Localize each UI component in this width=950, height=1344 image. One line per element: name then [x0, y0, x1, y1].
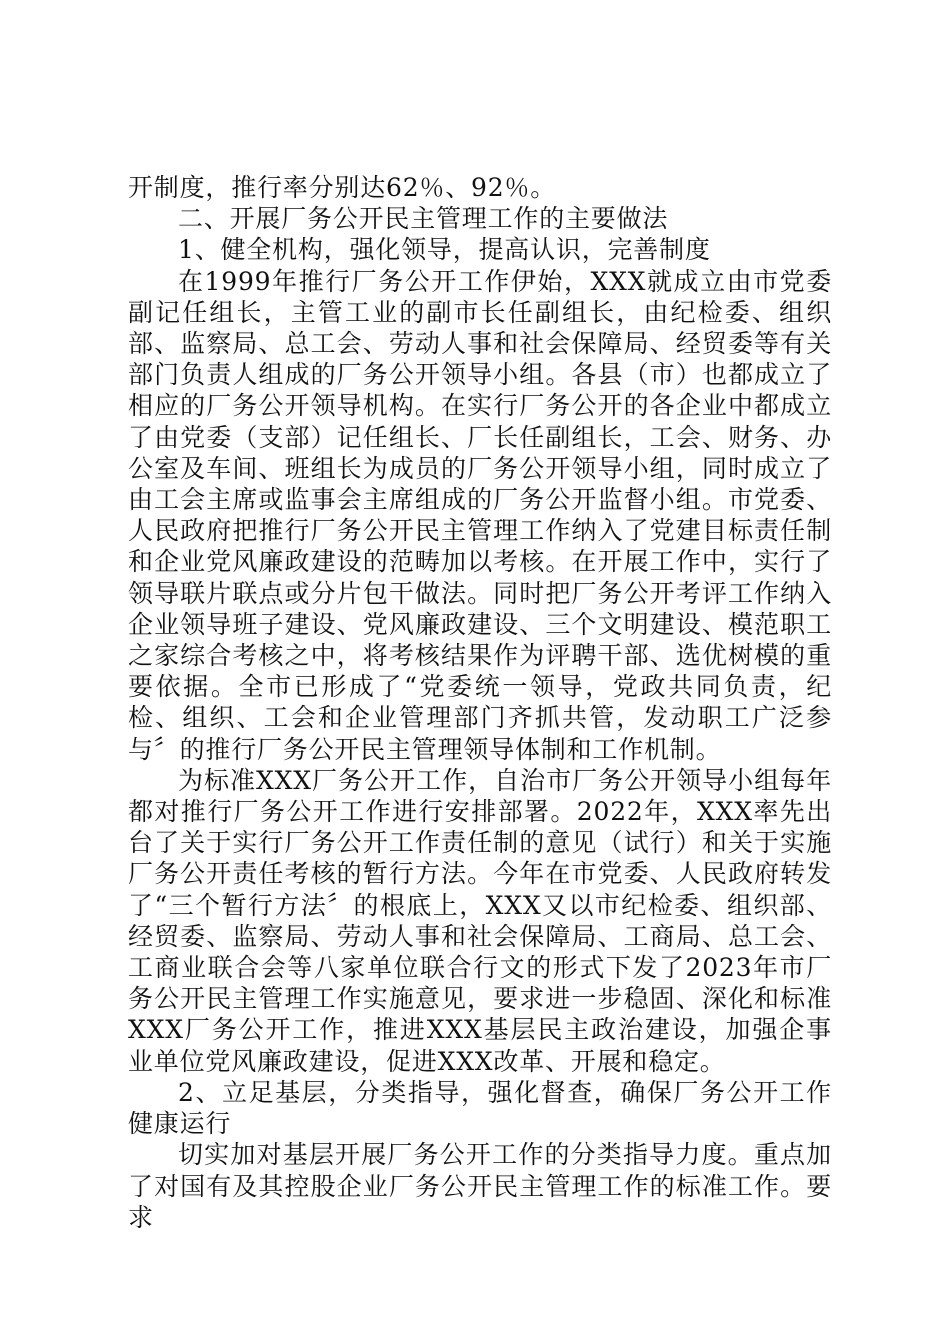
paragraph-continuation: 开制度，推行率分别达62％、92％。: [128, 173, 557, 202]
section-heading: 二、开展厂务公开民主管理工作的主要做法: [178, 204, 669, 234]
document-body: [128, 172, 832, 1233]
subsection-heading: 2、立足基层，分类指导，强化督查，确保厂务公开工作健康运行: [128, 1077, 832, 1139]
subsection-heading: 1、健全机构，强化领导，提高认识，完善制度: [178, 235, 711, 265]
paragraph: 为标准XXX厂务公开工作，自治市厂务公开领导小组每年都对推行厂务公开工作进行安排部署。2022年，XXX率先出台了关于实行厂务公开工作责任制的意见（试行）和关于实施厂务公开责任考核的暂行方法。今年在市党委、人民政府转发了“三个暂行方法〞的根底上，XXX又以市纪检委、组织部、经贸委、监察局、劳动人事和社会保障局、工商局、总工会、工商业联合会等八家单位联合行文的形式下发了2023年市厂务公开民主管理工作实施意见，要求进一步稳固、深化和标准XXX厂务公开工作，推进XXX基层民主政治建设，加强企事业单位党风廉政建设，促进XXX改革、开展和稳定。: [128, 765, 832, 1076]
paragraph: 切实加对基层开展厂务公开工作的分类指导力度。重点加了对国有及其控股企业厂务公开民主管理工作的标准工作。要求: [128, 1140, 832, 1232]
paragraph: 在1999年推行厂务公开工作伊始，XXX就成立由市党委副记任组长，主管工业的副市长任副组长，由纪检委、组织部、监察局、总工会、劳动人事和社会保障局、经贸委等有关部门负责人组成的厂务公开领导小组。各县（市）也都成立了相应的厂务公开领导机构。在实行厂务公开的各企业中都成立了由党委（支部）记任组长、厂长任副组长，工会、财务、办公室及车间、班组长为成员的厂务公开领导小组，同时成立了由工会主席或监事会主席组成的厂务公开监督小组。市党委、人民政府把推行厂务公开民主管理工作纳入了党建目标责任制和企业党风廉政建设的范畴加以考核。在开展工作中，实行了领导联片联点或分片包干做法。同时把厂务公开考评工作纳入企业领导班子建设、党风廉政建设、三个文明建设、模范职工之家综合考核之中，将考核结果作为评聘干部、选优树模的重要依据。全市已形成了“党委统一领导，党政共同负责，纪检、组织、工会和企业管理部门齐抓共管，发动职工广泛参与〞的推行厂务公开民主管理领导体制和工作机制。: [128, 266, 832, 764]
